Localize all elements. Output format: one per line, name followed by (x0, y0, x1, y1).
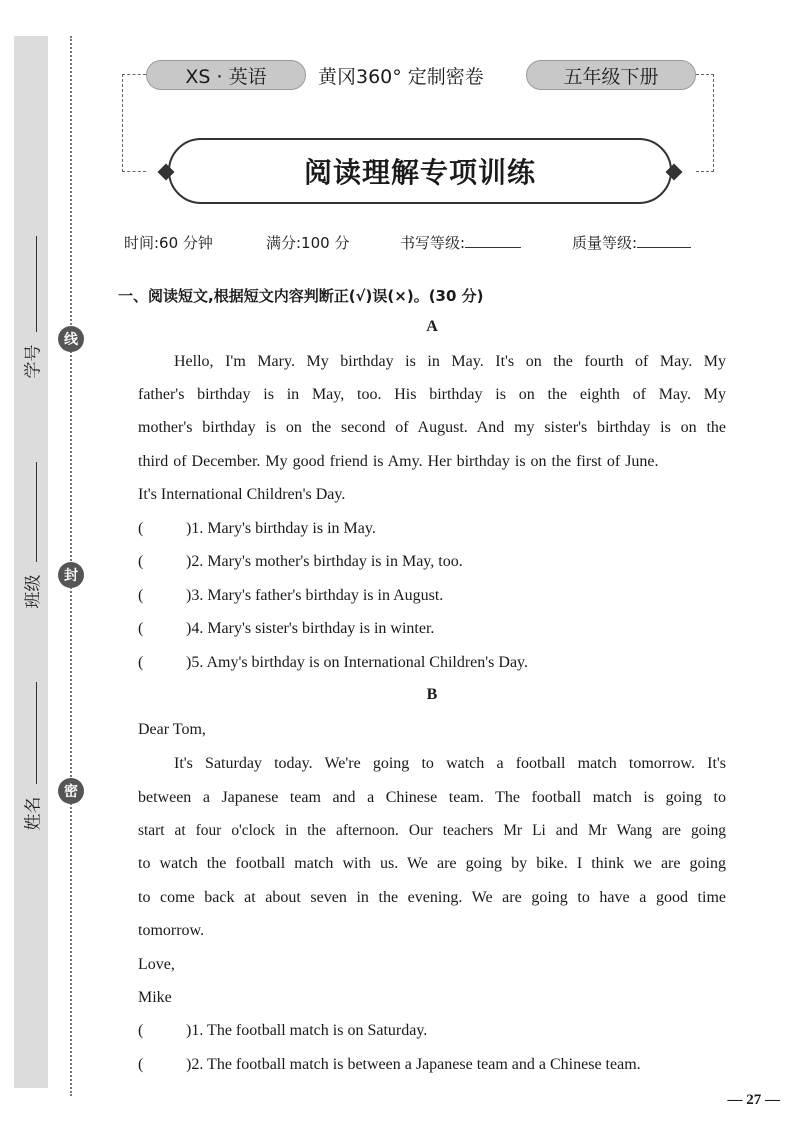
passage-a-line: It's International Children's Day. (138, 486, 346, 503)
class-label: 班级 (23, 574, 44, 609)
seal-fold-mark: 封 (58, 562, 84, 588)
question-text: )1. Mary's birthday is in May. (186, 520, 376, 537)
series-name: 黄冈360° 定制密卷 (318, 66, 484, 88)
question-a-1 (138, 519, 376, 539)
passage-a-line: third of December. My good friend is Amy. Her birthday is on the first of June. (138, 453, 659, 470)
question-b-1 (138, 1021, 427, 1041)
question-text: )2. The football match is between a Japanese team and a Chinese team. (186, 1056, 641, 1073)
page-number: — 27 — (727, 1092, 780, 1108)
binding-strip (14, 36, 48, 1088)
answer-paren[interactable]: ( (138, 1022, 144, 1039)
quality-grade-label: 质量等级: (572, 234, 638, 252)
passage-a-line: Hello, I'm Mary. My birthday is in May. It's on the fourth of May. My (174, 353, 726, 370)
answer-paren[interactable]: ( (138, 587, 144, 604)
question-a-4 (138, 619, 434, 639)
question-a-3 (138, 586, 443, 606)
passage-b-line: to watch the football match with us. We are going by bike. I think we are going (138, 855, 726, 872)
seal-line-mark: 线 (58, 326, 84, 352)
title-banner (168, 138, 672, 204)
answer-paren[interactable]: ( (138, 620, 144, 637)
header-frame-right (696, 74, 714, 172)
question-text: )1. The football match is on Saturday. (186, 1022, 428, 1039)
subject-badge: XS · 英语 (146, 60, 306, 90)
answer-paren[interactable]: ( (138, 1056, 144, 1073)
passage-b-heading: B (426, 686, 438, 703)
question-a-5 (138, 653, 528, 673)
time-limit: 时间:60 分钟 (124, 234, 213, 252)
section-title: 一、阅读短文,根据短文内容判断正(√)误(×)。(30 分) (118, 287, 484, 305)
passage-b-line: between a Japanese team and a Chinese team. The football match is going to (138, 789, 726, 806)
letter-signature: Mike (138, 989, 172, 1006)
letter-closing: Love, (138, 956, 175, 973)
seal-secret-mark: 密 (58, 778, 84, 804)
name-label: 姓名 (23, 796, 44, 831)
writing-grade-blank[interactable] (465, 234, 521, 248)
passage-a-line: father's birthday is in May, too. His birthday is on the eighth of May. My (138, 386, 726, 403)
passage-b-line: start at four o'clock in the afternoon. Our teachers Mr Li and Mr Wang are going (138, 822, 726, 839)
question-text: )2. Mary's mother's birthday is in May, too. (186, 553, 463, 570)
passage-b-line: It's Saturday today. We're going to watch a football match tomorrow. It's (174, 755, 726, 772)
header-frame-left (122, 74, 146, 172)
full-score: 满分:100 分 (266, 234, 350, 252)
answer-paren[interactable]: ( (138, 654, 144, 671)
student-id-label: 学号 (23, 344, 44, 379)
passage-b-line: tomorrow. (138, 922, 205, 939)
writing-grade (400, 232, 521, 253)
passage-a-heading: A (426, 318, 438, 335)
passage-a-line: mother's birthday is on the second of August. And my sister's birthday is on the (138, 419, 726, 436)
class-blank (36, 462, 37, 562)
quality-grade-blank[interactable] (637, 234, 691, 248)
question-text: )3. Mary's father's birthday is in August. (186, 587, 444, 604)
answer-paren[interactable]: ( (138, 553, 144, 570)
question-text: )4. Mary's sister's birthday is in winter. (186, 620, 435, 637)
question-b-2 (138, 1055, 641, 1075)
question-text: )5. Amy's birthday is on International Children's Day. (186, 654, 529, 671)
quality-grade (572, 232, 691, 253)
grade-badge: 五年级下册 (526, 60, 696, 90)
answer-paren[interactable]: ( (138, 520, 144, 537)
letter-greeting: Dear Tom, (138, 721, 206, 738)
passage-b-line: to come back at about seven in the evening. We are going to have a good time (138, 889, 726, 906)
page-title: 阅读理解专项训练 (303, 156, 536, 189)
writing-grade-label: 书写等级: (400, 234, 466, 252)
question-a-2 (138, 552, 463, 572)
